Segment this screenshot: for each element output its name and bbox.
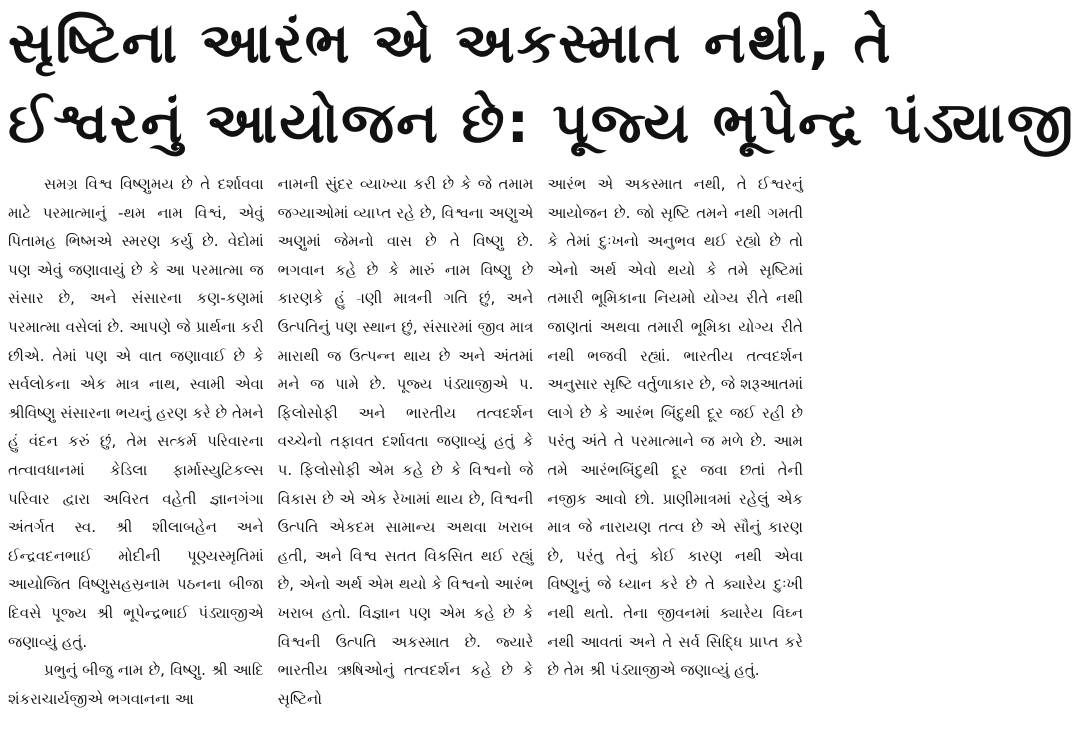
column-3-paragraph-1: આરંભ એ અકસ્માત નથી, તે ઈશ્વરનું આયોજન છે. જો સૃષ્ટિ તમને નથી ગમતી કે તેમાં દુઃખનો અનુભવ થઈ રહ્યો છે તો એનો અર્થ એવો થયો કે તમે સૃષ્ટિમાં તમારી ભૂમિકાના નિયમો યોગ્ય રીતે નથી જાણતાં અથવા તમારી ભૂમિકા યોગ્ય રીતે નથી ભજવી રહ્યાં. ભારતીય તત્વદર્શન અનુસાર સૃષ્ટિ વર્તુળાકાર છે, જે શરૂઆતમાં લાગે છે કે આરંભ બિંદુથી દૂર જઈ રહી છે પરંતુ અંતે તે પરમાત્માને જ મળે છે. આમ તમે આરંભબિંદુથી દૂર જવા છતાં તેની નજીક આવો છો. પ્રાણીમાત્રમાં રહેલું એક માત્ર જે નારાયણ તત્વ છે એ સૌનું કારણ છે, પરંતુ તેનું કોઈ કારણ નથી એવા વિષ્ણુનું જે ધ્યાન કરે છે તે ક્યારેય દુઃખી નથી થતો. તેના જીવનમાં ક્યારેય વિઘ્ન નથી આવતાં અને તે સર્વ સિદ્ધિ પ્રાપ્ત કરે છે તેમ શ્રી પંડ્યાજીએ જણાવ્યું હતું. (547, 175, 804, 680)
article-column-3 (547, 170, 803, 752)
column-1-paragraph-1: સમગ્ર વિશ્વ વિષ્ણુમય છે તે દર્શાવવા માટે પરમાત્માનું -થમ નામ વિશ્વં, એવું પિતામહ ભિષ્મએ સ્મરણ કર્યુ છે. વેદોમાં પણ એવું જણાવાયું છે કે આ પરમાત્મા જ સંસાર છે, અને સંસારના કણ-કણમાં પરમાત્મા વસેલાં છે. આપણે જે પ્રાર્થના કરી છીએ. તેમાં પણ એ વાત જણાવાઈ છે કે સર્વલોકના એક માત્ર નાથ, સ્વામી એવા શ્રીવિષ્ણુ સંસારના ભયનું હરણ કરે છે તેમને હું વંદન કરું છું, તેમ સત્કર્મ પરિવારના તત્વાવધાનમાં કેડિલા ફાર્માસ્યુટિકલ્સ પરિવાર દ્વારા અવિરત વહેતી જ્ઞાનગંગા અંતર્ગત સ્વ. શ્રી શીલાબહેન અને ઈન્દ્રવદનભાઈ મોદીની પૂણ્યસ્મૃતિમાં આયોજિત વિષ્ણુસહસ્રનામ પઠનના બીજા દિવસે પૂજ્ય શ્રી ભૂપેન્દ્રભાઈ પંડ્યાજીએ જણાવ્યું હતું. (8, 175, 264, 651)
article-columns (8, 170, 803, 752)
article-column-1 (8, 170, 264, 752)
article-column-2 (278, 170, 534, 752)
headline-line-2: ઈશ્વરનું આયોજન છે: પૂજ્ય ભૂપેન્દ્ર પંડ્યાજી (8, 91, 1075, 156)
headline-line-1: સૃષ્ટિના આરંભ એ અકસ્માત નથી, તે (8, 11, 893, 76)
column-1-paragraph-2: પ્રભુનું બીજુ નામ છે, વિષ્ણુ. શ્રી આદિ શંકરાચાર્યજીએ ભગવાનના આ (8, 661, 264, 708)
headline (0, 0, 1075, 164)
column-2-paragraph-1: નામની સુંદર વ્યાખ્યા કરી છે કે જે તમામ જગ્યાઓમાં વ્યાપ્ત રહે છે, વિશ્વના અણુએ અણુમાં જેમનો વાસ છે તે વિષ્ણુ છે. ભગવાન કહે છે કે મારું નામ વિષ્ણુ છે કારણકે હું -ાણી માત્રની ગતિ છું, અને ઉત્પતિનું પણ સ્થાન છું, સંસારમાં જીવ માત્ર મારાથી જ ઉત્પન્ન થાય છે અને અંતમાં મને જ પામે છે. પૂજ્ય પંડ્યાજીએ પ. ફિલોસોફી અને ભારતીય તત્વદર્શન વચ્ચેનો તફાવત દર્શાવતા જણાવ્યું હતું કે પ. ફિલોસોફી એમ કહે છે કે વિશ્વનો જે વિકાસ છે એ એક રેખામાં થાય છે, વિશ્વની ઉત્પતિ એકદમ સામાન્ય અથવા ખરાબ હતી, અને વિશ્વ સતત વિકસિત થઈ રહ્યું છે, એનો અર્થ એમ થયો કે વિશ્વનો આરંભ ખરાબ હતો. વિજ્ઞાન પણ એમ કહે છે કે વિશ્વની ઉત્પતિ અકસ્માત છે. જ્યારે ભારતીય ઋષિઓનું તત્વદર્શન કહે છે કે સૃષ્ટિનો (277, 175, 534, 708)
